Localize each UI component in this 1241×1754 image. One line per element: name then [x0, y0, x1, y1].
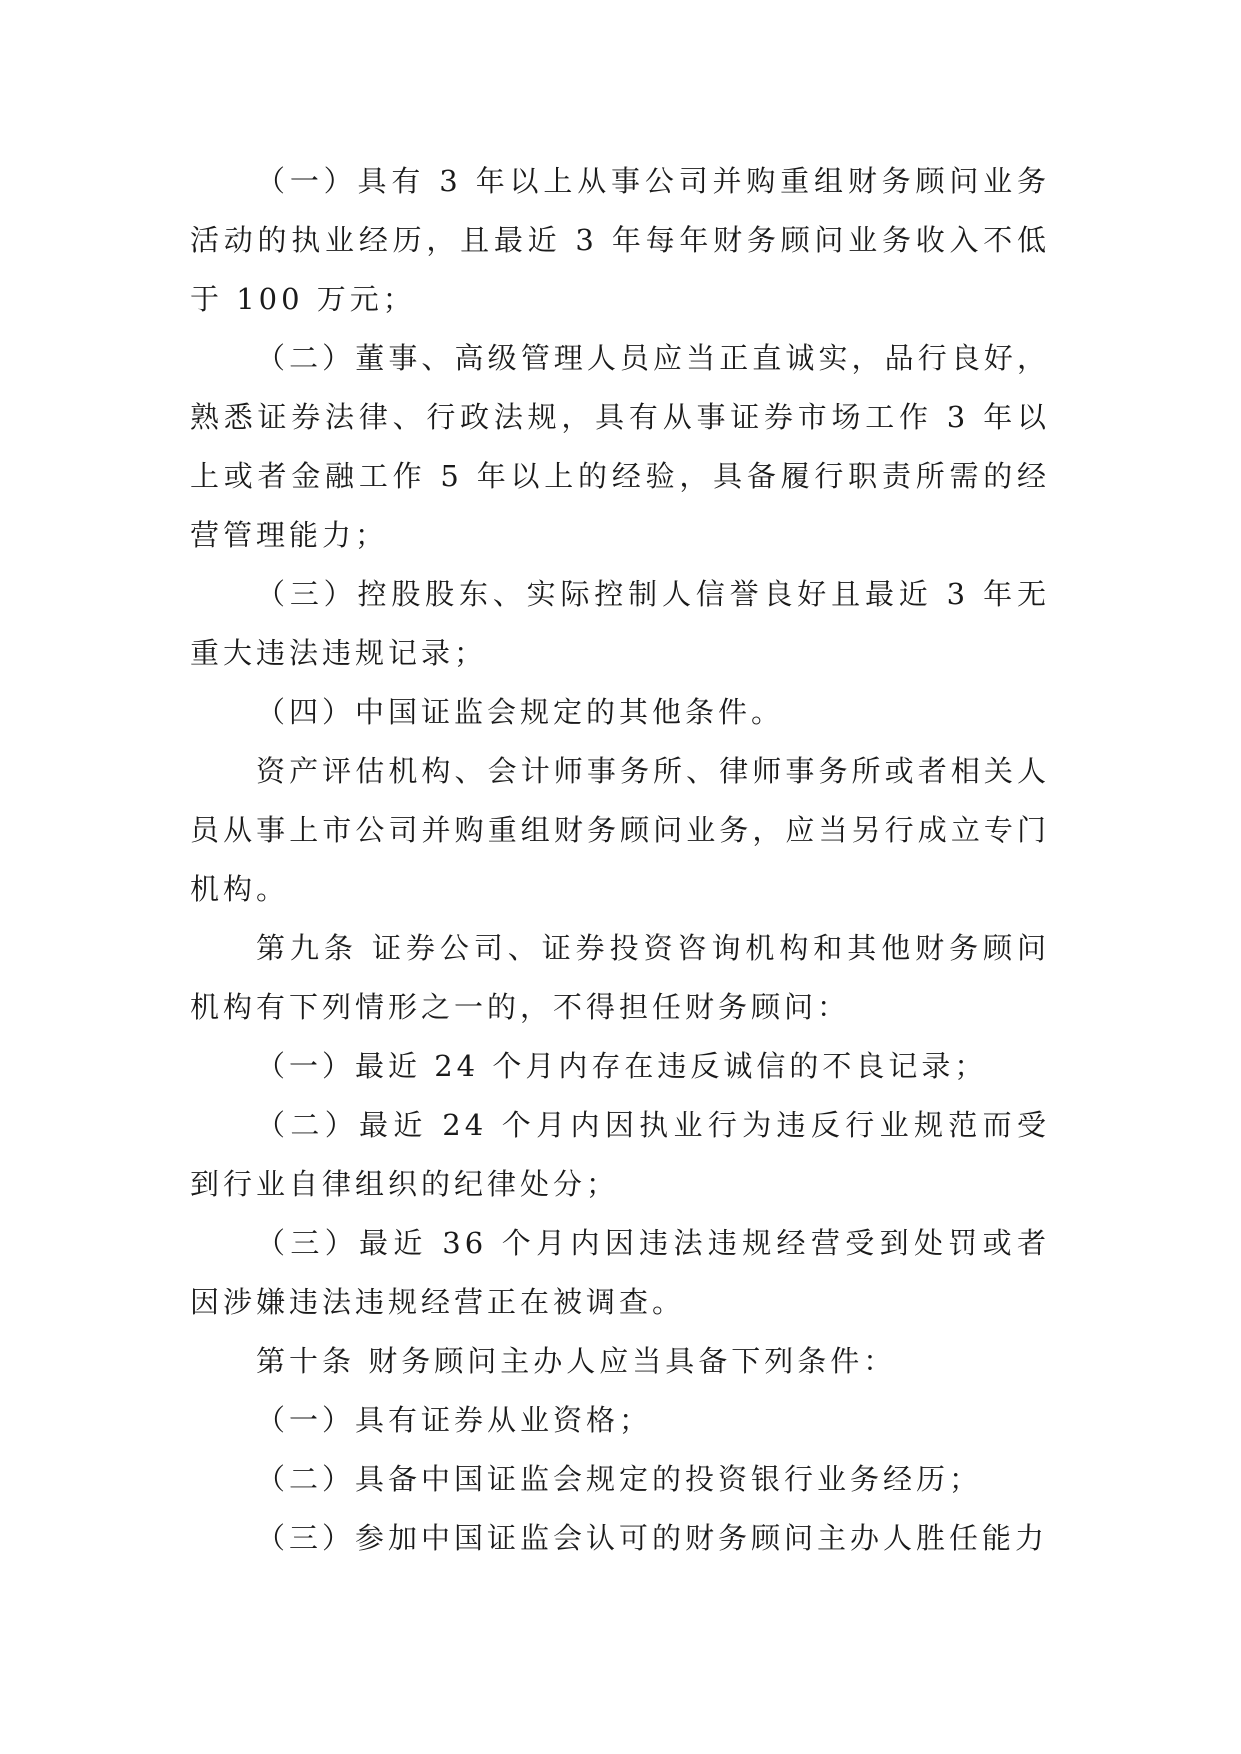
paragraph-article-10-item-1: （一）具有证券从业资格； [256, 1403, 653, 1437]
paragraph-clause-1: （一）具有 3 年以上从事公司并购重组财务顾问业务活动的执业经历，且最近 3 年每年财务顾问业务收入不低于 100 万元； [190, 164, 1050, 316]
paragraph-article-10-item-3: （三）参加中国证监会认可的财务顾问主办人胜任能力 [256, 1521, 1049, 1555]
paragraph-article-9-item-2: （二）最近 24 个月内因执业行为违反行业规范而受到行业自律组织的纪律处分； [190, 1108, 1050, 1201]
paragraph-clause-3: （三）控股股东、实际控制人信誉良好且最近 3 年无重大违法违规记录； [190, 577, 1050, 670]
paragraph-article-10-item-2: （二）具备中国证监会规定的投资银行业务经历； [256, 1462, 983, 1496]
paragraph-article-9: 第九条 证券公司、证券投资咨询机构和其他财务顾问机构有下列情形之一的，不得担任财务顾问： [190, 931, 1050, 1024]
paragraph-clause-4: （四）中国证监会规定的其他条件。 [256, 695, 785, 729]
document-body [190, 152, 1050, 1568]
paragraph-clause-2: （二）董事、高级管理人员应当正直诚实，品行良好，熟悉证券法律、行政法规，具有从事证券市场工作 3 年以上或者金融工作 5 年以上的经验，具备履行职责所需的经营管理能力； [190, 341, 1050, 552]
paragraph-special-institutions: 资产评估机构、会计师事务所、律师事务所或者相关人员从事上市公司并购重组财务顾问业务，应当另行成立专门机构。 [190, 754, 1050, 906]
paragraph-article-9-item-1: （一）最近 24 个月内存在违反诚信的不良记录； [256, 1049, 988, 1083]
paragraph-article-10: 第十条 财务顾问主办人应当具备下列条件： [256, 1344, 897, 1378]
paragraph-article-9-item-3: （三）最近 36 个月内因违法违规经营受到处罚或者因涉嫌违法违规经营正在被调查。 [190, 1226, 1050, 1319]
